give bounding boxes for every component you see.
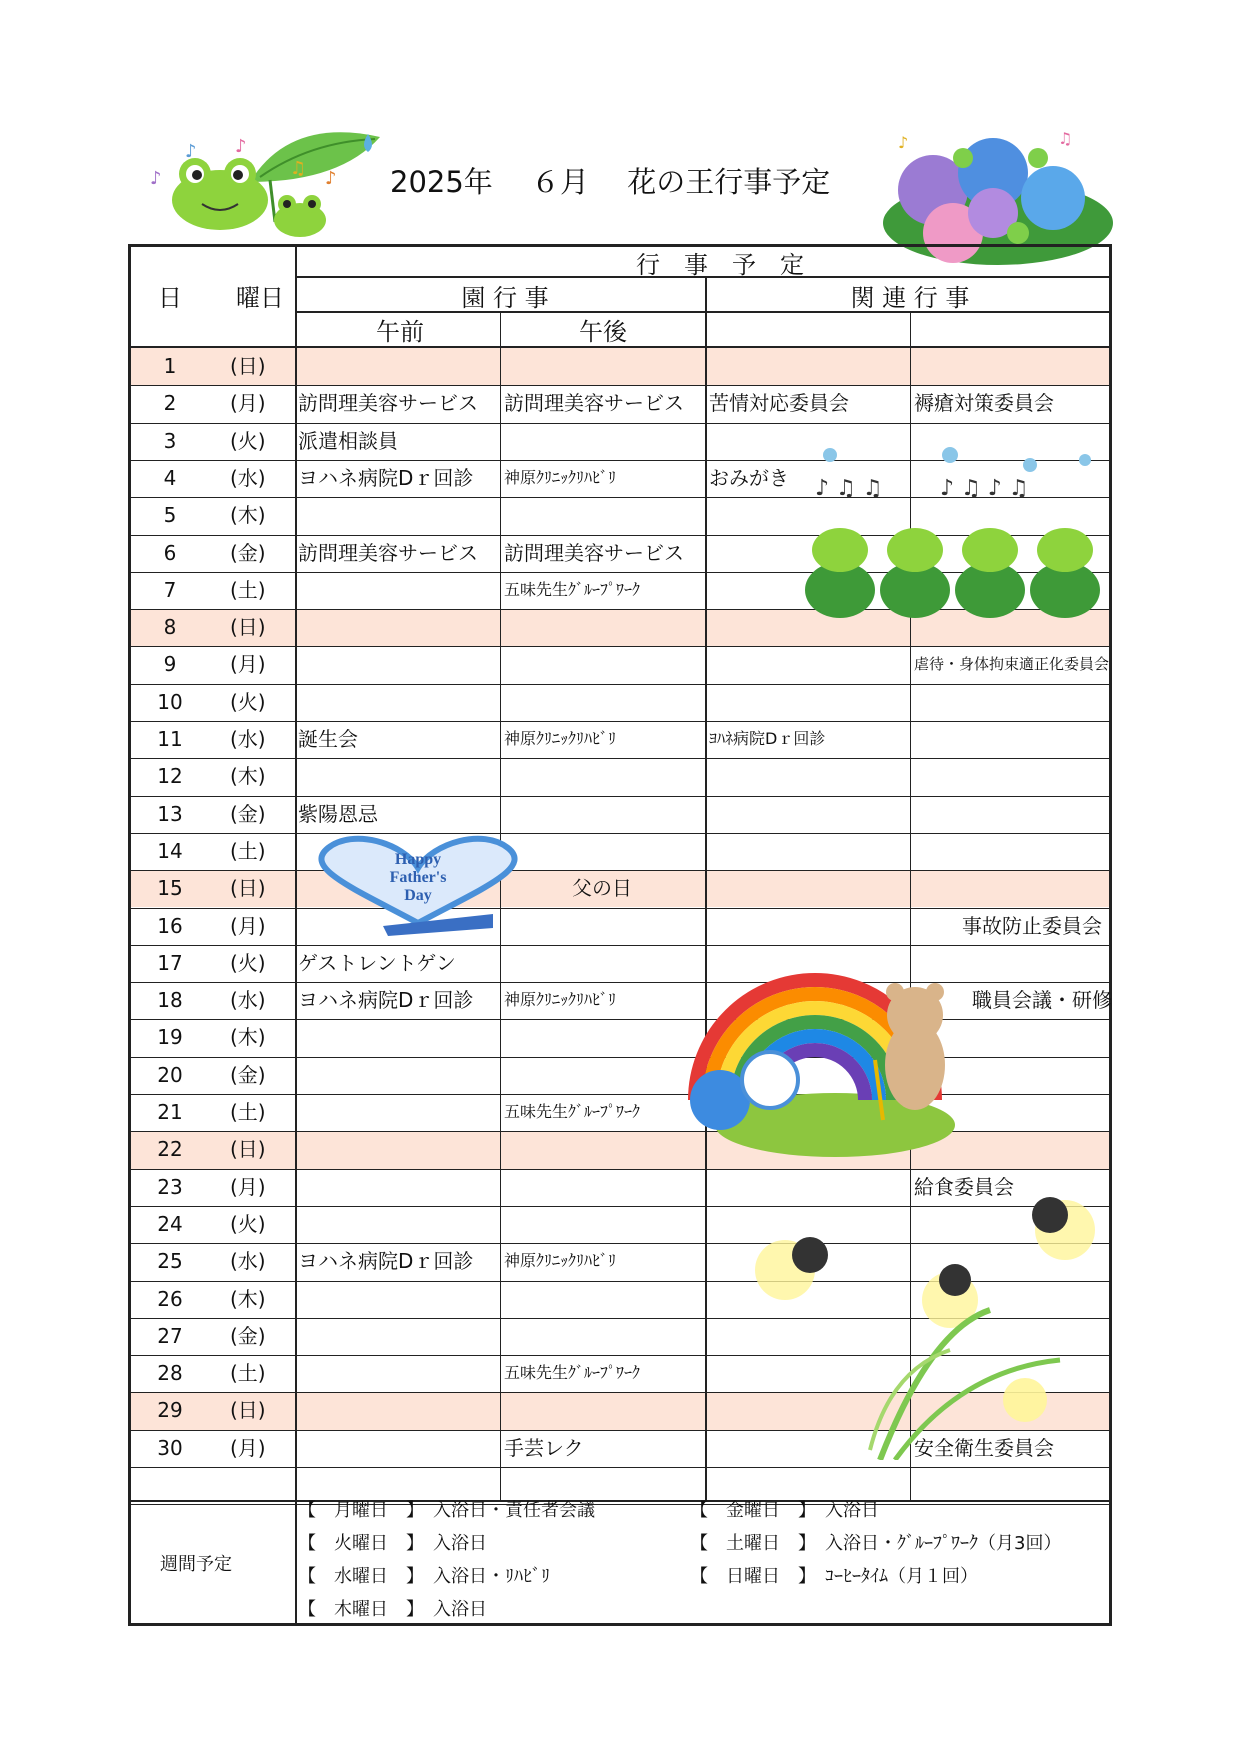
rainbow-bear-illustration — [685, 930, 975, 1160]
table-rule — [128, 1500, 1112, 1502]
pm-event: 神原ｸﾘﾆｯｸﾘﾊﾋﾞﾘ — [504, 1251, 617, 1271]
day-number: 26 — [157, 1286, 183, 1311]
am-event: 派遣相談員 — [298, 428, 398, 453]
day-number: 28 — [157, 1361, 183, 1386]
pm-event: 神原ｸﾘﾆｯｸﾘﾊﾋﾞﾘ — [504, 729, 617, 748]
day-number: 30 — [157, 1435, 183, 1460]
weekday: (日) — [230, 1137, 266, 1162]
weekday: (火) — [230, 1211, 266, 1236]
singing-frogs-illustration — [790, 440, 1110, 630]
svg-text:♪ ♫ ♫: ♪ ♫ ♫ — [815, 476, 883, 501]
fathers-day-line2: Father's — [389, 869, 447, 886]
weekly-item: 【 金曜日 】 入浴日 — [690, 1500, 879, 1521]
day-number: 5 — [163, 503, 177, 528]
pm-event: 父の日 — [572, 876, 632, 901]
weekday: (金) — [230, 1062, 266, 1087]
weekly-item: 【 日曜日 】 ｺｰﾋｰﾀｲﾑ（月１回） — [690, 1566, 978, 1587]
weekday: (月) — [230, 1435, 266, 1460]
related-event-2: 事故防止委員会 — [962, 913, 1102, 938]
am-event: 紫陽恩忌 — [298, 801, 378, 826]
am-event: ゲストレントゲン — [298, 950, 456, 975]
weekly-item: 【 火曜日 】 入浴日 — [298, 1533, 487, 1554]
related-event-1: ﾖﾊﾈ病院Dｒ回診 — [709, 729, 826, 748]
weekday: (金) — [230, 540, 266, 565]
pm-event: 訪問理美容サービス — [504, 391, 684, 416]
pm-event: 訪問理美容サービス — [504, 540, 684, 565]
am-event: 訪問理美容サービス — [298, 540, 478, 565]
related-event-2: 虐待・身体拘束適正化委員会 — [914, 655, 1110, 674]
related-event-1: 苦情対応委員会 — [709, 391, 849, 416]
header-am: 午前 — [376, 318, 424, 346]
pm-event: 五味先生ｸﾞﾙｰﾌﾟﾜｰｸ — [504, 1102, 641, 1121]
day-number: 13 — [157, 801, 183, 826]
related-event-1: おみがき — [709, 465, 789, 490]
table-rule — [128, 423, 1112, 424]
header-related-events: 関 連 行 事 — [850, 284, 970, 312]
weekly-item: 【 土曜日 】 入浴日・ｸﾞﾙｰﾌﾟﾜｰｸ（月3回） — [690, 1533, 1062, 1554]
pm-event: 五味先生ｸﾞﾙｰﾌﾟﾜｰｸ — [504, 1363, 641, 1383]
day-number: 3 — [163, 428, 177, 453]
am-event: 訪問理美容サービス — [298, 391, 478, 416]
header-schedule: 行 事 予 定 — [636, 251, 804, 279]
weekday: (水) — [230, 1249, 266, 1274]
svg-text:♪: ♪ — [185, 141, 197, 162]
day-number: 20 — [157, 1062, 183, 1087]
weekday: (木) — [230, 1286, 266, 1311]
weekday: (月) — [230, 1174, 266, 1199]
weekday: (水) — [230, 465, 266, 490]
header-day: 日 — [158, 284, 182, 312]
day-number: 12 — [157, 764, 183, 789]
svg-text:♪ ♫ ♪ ♫: ♪ ♫ ♪ ♫ — [940, 476, 1029, 501]
weekday: (土) — [230, 1361, 266, 1386]
day-number: 17 — [157, 950, 183, 975]
day-number: 15 — [157, 876, 183, 901]
weekday: (木) — [230, 764, 266, 789]
weekday: (金) — [230, 801, 266, 826]
weekday: (木) — [230, 1025, 266, 1050]
weekday: (日) — [230, 1398, 266, 1423]
pm-event: 神原ｸﾘﾆｯｸﾘﾊﾋﾞﾘ — [504, 467, 617, 487]
day-number: 8 — [163, 615, 177, 640]
related-event-2: 職員会議・研修 — [972, 988, 1112, 1013]
weekday: (日) — [230, 876, 266, 901]
weekly-label: 週間予定 — [160, 1554, 232, 1575]
weekday: (水) — [230, 727, 266, 751]
table-rule — [128, 833, 1112, 834]
fireflies-illustration — [730, 1170, 1100, 1460]
frog-umbrella-illustration — [140, 112, 390, 242]
weekly-item: 【 水曜日 】 入浴日・ﾘﾊﾋﾞﾘ — [298, 1566, 550, 1587]
table-rule — [128, 684, 1112, 685]
day-number: 2 — [163, 391, 177, 416]
day-number: 18 — [157, 988, 183, 1013]
weekly-item: 【 月曜日 】 入浴日・責任者会議 — [298, 1500, 595, 1521]
day-number: 7 — [163, 577, 177, 602]
svg-text:♪: ♪ — [235, 136, 247, 157]
svg-text:♫: ♫ — [290, 158, 307, 179]
svg-text:♪: ♪ — [898, 133, 909, 152]
day-number: 10 — [157, 689, 183, 714]
svg-text:♫: ♫ — [1058, 129, 1073, 148]
table-rule — [128, 1467, 1112, 1468]
weekly-item: 【 木曜日 】 入浴日 — [298, 1599, 487, 1620]
weekday: (木) — [230, 503, 266, 528]
weekday: (月) — [230, 391, 266, 416]
weekday: (日) — [230, 354, 266, 378]
related-event-2: 安全衛生委員会 — [914, 1435, 1054, 1460]
day-number: 27 — [157, 1323, 183, 1348]
weekday: (火) — [230, 950, 266, 975]
related-event-2: 褥瘡対策委員会 — [914, 391, 1054, 416]
table-rule — [128, 758, 1112, 759]
pm-event: 五味先生ｸﾞﾙｰﾌﾟﾜｰｸ — [504, 579, 641, 599]
am-event: ヨハネ病院Dｒ回診 — [298, 465, 474, 490]
header-weekday: 曜日 — [236, 284, 284, 312]
day-number: 19 — [157, 1025, 183, 1050]
day-number: 24 — [157, 1211, 183, 1236]
weekday: (火) — [230, 689, 266, 714]
weekday: (水) — [230, 988, 266, 1013]
svg-text:♪: ♪ — [150, 168, 162, 189]
fathers-day-badge — [293, 828, 543, 938]
day-number: 21 — [157, 1100, 183, 1124]
weekday: (日) — [230, 615, 266, 640]
related-event-2: 給食委員会 — [914, 1174, 1014, 1199]
day-number: 1 — [163, 354, 177, 378]
day-number: 11 — [157, 727, 183, 751]
day-number: 16 — [157, 913, 183, 938]
weekday: (火) — [230, 428, 266, 453]
fathers-day-line3: Day — [404, 887, 432, 904]
table-rule — [128, 1504, 1112, 1505]
am-event: ヨハネ病院Dｒ回診 — [298, 1249, 474, 1274]
day-number: 23 — [157, 1174, 183, 1199]
fathers-day-line1: Happy — [394, 851, 442, 868]
svg-text:♪: ♪ — [325, 168, 337, 189]
pm-event: 手芸レク — [504, 1435, 584, 1460]
weekday: (金) — [230, 1323, 266, 1348]
header-pm: 午後 — [579, 318, 627, 346]
day-number: 4 — [163, 465, 177, 490]
am-event: ヨハネ病院Dｒ回診 — [298, 988, 474, 1013]
table-rule — [128, 721, 1112, 722]
day-number: 22 — [157, 1137, 183, 1162]
weekday: (月) — [230, 652, 266, 677]
day-number: 29 — [157, 1398, 183, 1423]
weekday: (土) — [230, 577, 266, 602]
am-event: 誕生会 — [298, 727, 358, 751]
weekday: (月) — [230, 913, 266, 938]
pm-event: 神原ｸﾘﾆｯｸﾘﾊﾋﾞﾘ — [504, 990, 617, 1010]
day-number: 14 — [157, 838, 183, 863]
day-number: 6 — [163, 540, 177, 565]
day-number: 25 — [157, 1249, 183, 1274]
day-number: 9 — [163, 652, 177, 677]
header-facility-events: 園 行 事 — [461, 284, 549, 312]
table-rule — [128, 796, 1112, 797]
page-title: 2025年 ６月 花の王行事予定 — [390, 165, 831, 199]
weekday: (土) — [230, 1100, 266, 1124]
weekday: (土) — [230, 838, 266, 863]
